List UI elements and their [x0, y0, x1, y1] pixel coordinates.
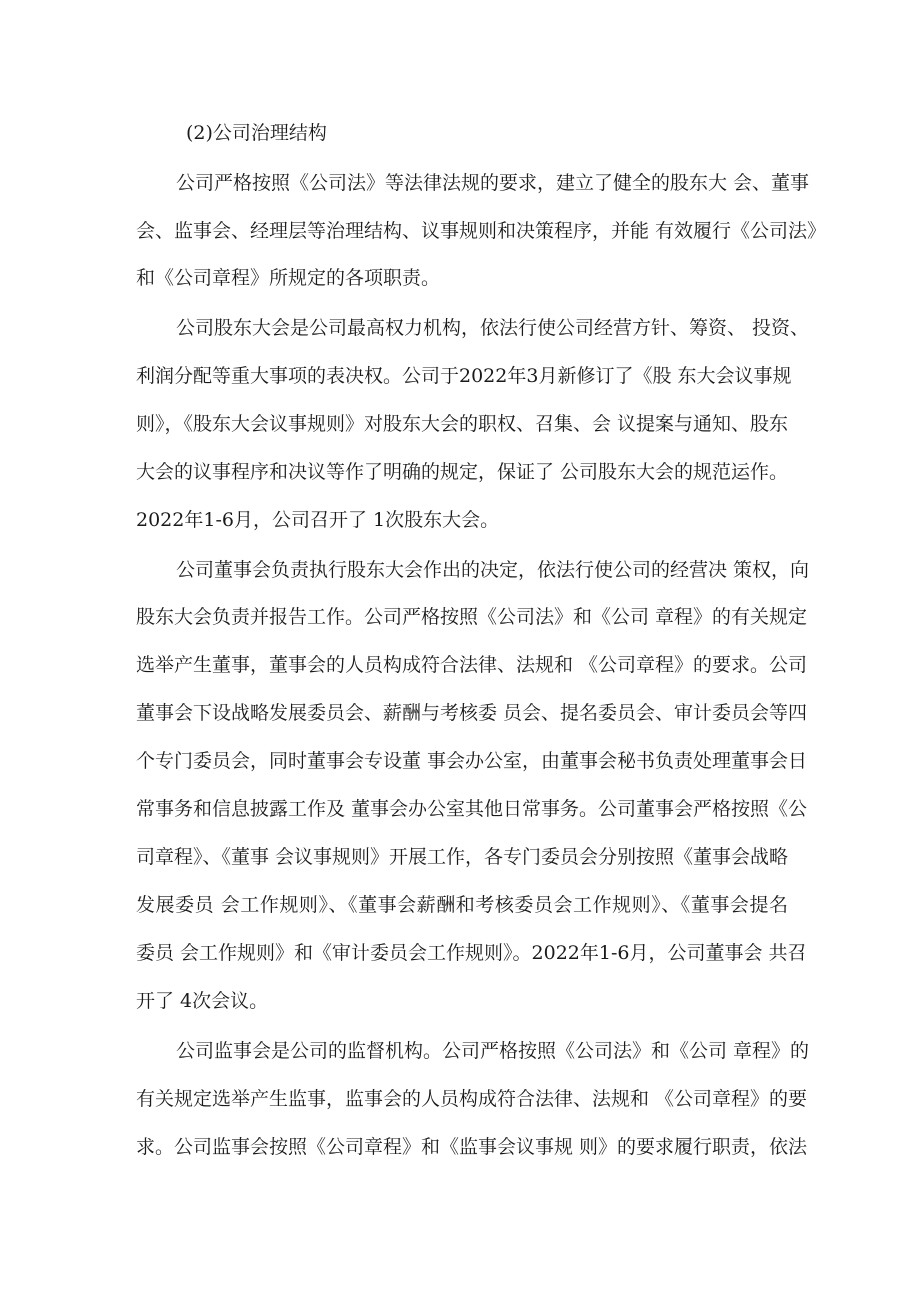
paragraph-3-line-10: 开了 4次会议。	[136, 990, 269, 1012]
paragraph-4-line-1: 公司监事会是公司的监督机构。公司严格按照《公司法》和《公司 章程》的	[176, 1040, 810, 1062]
paragraph-3-line-8: 发展委员 会工作规则》、《董事会薪酬和考核委员会工作规则》、《董事会提名	[136, 894, 788, 916]
paragraph-1-line-1: 公司严格按照《公司法》等法律法规的要求，建立了健全的股东大 会、董事	[176, 172, 810, 194]
section-heading: (2)公司治理结构	[186, 122, 327, 144]
paragraph-3-line-9: 委员 会工作规则》和《审计委员会工作规则》。2022年1-6月，公司董事会 共召	[136, 942, 807, 964]
paragraph-3-line-1: 公司董事会负责执行股东大会作出的决定，依法行使公司的经营决 策权，向	[176, 559, 810, 581]
paragraph-2-line-4: 大会的议事程序和决议等作了明确的规定，保证了 公司股东大会的规范运作。	[136, 461, 789, 483]
paragraph-4-line-2: 有关规定选举产生监事，监事会的人员构成符合法律、法规和 《公司章程》的要	[136, 1088, 808, 1110]
paragraph-3-line-2: 股东大会负责并报告工作。公司严格按照《公司法》和《公司 章程》的有关规定	[136, 606, 808, 628]
paragraph-1-line-3: 和《公司章程》所规定的各项职责。	[136, 267, 441, 289]
paragraph-2-line-3: 则》，《股东大会议事规则》对股东大会的职权、召集、会 议提案与通知、股东	[136, 413, 789, 435]
paragraph-3-line-7: 司章程》、《董事 会议事规则》开展工作，各专门委员会分别按照《董事会战略	[136, 846, 789, 868]
paragraph-1-line-2: 会、监事会、经理层等治理结构、议事规则和决策程序，并能 有效履行《公司法》	[136, 220, 827, 242]
paragraph-4-line-3: 求。公司监事会按照《公司章程》和《监事会议事规 则》的要求履行职责，依法	[136, 1136, 808, 1158]
paragraph-3-line-5: 个专门委员会，同时董事会专设董 事会办公室，由董事会秘书负责处理董事会日	[136, 750, 808, 772]
paragraph-3-line-3: 选举产生董事，董事会的人员构成符合法律、法规和 《公司章程》的要求。公司	[136, 654, 808, 676]
paragraph-2-line-1: 公司股东大会是公司最高权力机构，依法行使公司经营方针、筹资、 投资、	[176, 317, 810, 339]
paragraph-2-line-5: 2022年1-6月，公司召开了 1次股东大会。	[136, 509, 500, 531]
paragraph-2-line-2: 利润分配等重大事项的表决权。公司于2022年3月新修订了《股 东大会议事规	[136, 365, 792, 387]
paragraph-3-line-4: 董事会下设战略发展委员会、薪酬与考核委 员会、提名委员会、审计委员会等四	[136, 702, 808, 724]
paragraph-3-line-6: 常事务和信息披露工作及 董事会办公室其他日常事务。公司董事会严格按照《公	[136, 798, 808, 820]
